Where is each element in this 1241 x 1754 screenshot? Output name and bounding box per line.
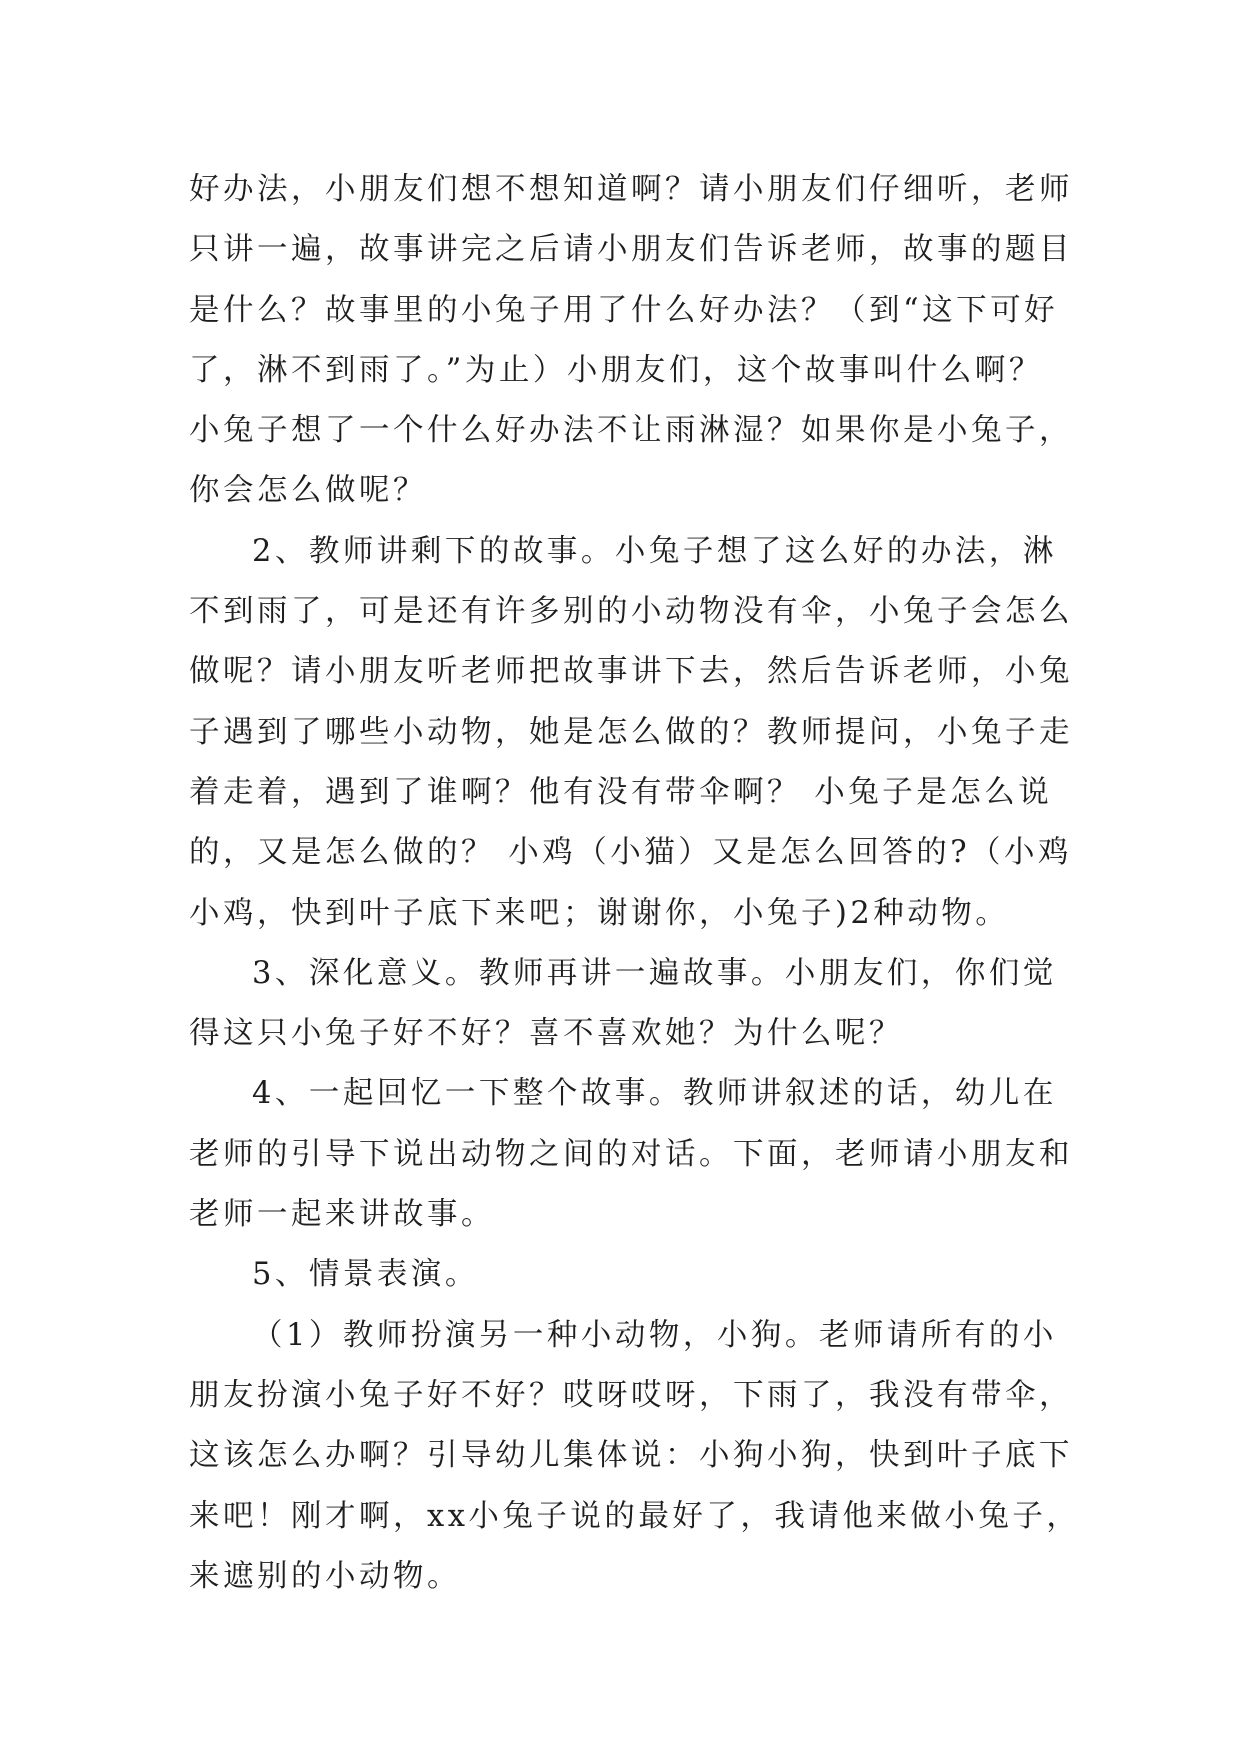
paragraph-continuation bbox=[189, 160, 1073, 522]
text-line: 来吧！刚才啊，xx小兔子说的最好了，我请他来做小兔子， bbox=[189, 1498, 1081, 1534]
text-line: 不到雨了，可是还有许多别的小动物没有伞，小兔子会怎么 bbox=[189, 594, 1073, 630]
text-line: 子遇到了哪些小动物，她是怎么做的？教师提问，小兔子走 bbox=[189, 714, 1073, 750]
text-line: 做呢？请小朋友听老师把故事讲下去，然后告诉老师，小兔 bbox=[189, 654, 1073, 690]
text-line: 好办法，小朋友们想不想知道啊？请小朋友们仔细听，老师 bbox=[189, 172, 1073, 207]
text-line: 是什么？故事里的小兔子用了什么好办法？（到“这下可好 bbox=[189, 292, 1059, 328]
text-line: 了，淋不到雨了。”为止）小朋友们，这个故事叫什么啊？ bbox=[189, 352, 1043, 388]
text-line: 只讲一遍，故事讲完之后请小朋友们告诉老师，故事的题目 bbox=[189, 232, 1073, 268]
text-line: 来遮别的小动物。 bbox=[189, 1558, 461, 1594]
text-line: 这该怎么办啊？引导幼儿集体说：小狗小狗，快到叶子底下 bbox=[189, 1438, 1073, 1474]
text-line: 3、深化意义。教师再讲一遍故事。小朋友们，你们觉 bbox=[252, 955, 1057, 991]
paragraph-step-3 bbox=[189, 944, 1055, 1065]
text-line: 小鸡，快到叶子底下来吧；谢谢你，小兔子)2种动物。 bbox=[189, 895, 1010, 931]
text-line: 2、教师讲剩下的故事。小兔子想了这么好的办法，淋 bbox=[252, 533, 1057, 569]
paragraph-step-5 bbox=[189, 1245, 1055, 1305]
text-line: 5、情景表演。 bbox=[252, 1257, 479, 1293]
text-line: 得这只小兔子好不好？喜不喜欢她？为什么呢？ bbox=[189, 1016, 903, 1052]
paragraph-step-4 bbox=[189, 1064, 1073, 1245]
text-line: 朋友扮演小兔子好不好？哎呀哎呀，下雨了，我没有带伞， bbox=[189, 1377, 1073, 1413]
text-line: 4、一起回忆一下整个故事。教师讲叙述的话，幼儿在 bbox=[252, 1076, 1057, 1112]
text-line: 小兔子想了一个什么好办法不让雨淋湿？如果你是小兔子， bbox=[189, 413, 1073, 449]
text-line: 老师一起来讲故事。 bbox=[189, 1197, 495, 1233]
text-line: （1）教师扮演另一种小动物，小狗。老师请所有的小 bbox=[252, 1317, 1057, 1353]
text-line: 你会怎么做呢？ bbox=[189, 473, 427, 509]
text-line: 老师的引导下说出动物之间的对话。下面，老师请小朋友和 bbox=[189, 1136, 1073, 1172]
paragraph-step-5-1 bbox=[189, 1306, 1081, 1607]
text-line: 的，又是怎么做的？ 小鸡（小猫）又是怎么回答的?（小鸡 bbox=[189, 835, 1073, 871]
text-line: 着走着，遇到了谁啊？他有没有带伞啊？ 小兔子是怎么说 bbox=[189, 774, 1053, 810]
paragraph-step-2 bbox=[189, 522, 1073, 944]
document-body bbox=[189, 160, 1081, 1607]
